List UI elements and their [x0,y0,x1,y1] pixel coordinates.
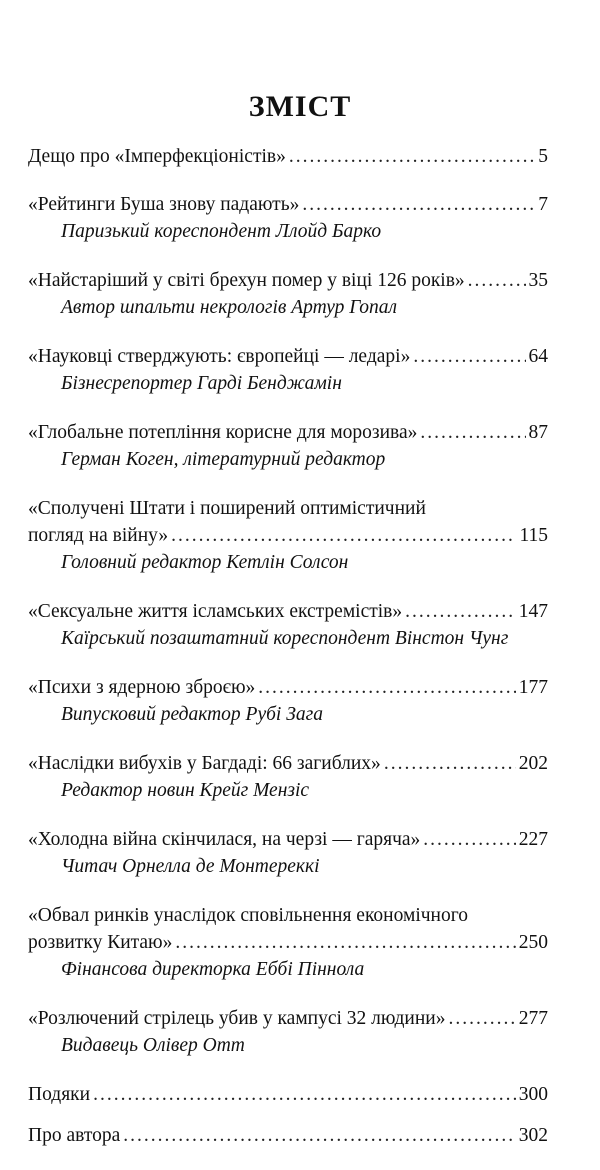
toc-line [28,826,548,853]
toc-entry [28,674,548,729]
toc-line [28,191,548,218]
page-number: 177 [518,677,548,698]
toc-entry [28,343,548,398]
entry-title: погляд на війну» [28,525,169,546]
entry-author: Бізнесрепортер Гарді Бенджамін [61,373,342,394]
page-number: 300 [518,1084,548,1105]
entry-title: «Психи з ядерною зброєю» [28,677,256,698]
entry-author: Автор шпальти некрологів Артур Гопал [61,297,398,318]
page-number: 202 [518,753,548,774]
toc-entry [28,750,548,805]
page-title: ЗМІСТ [248,90,352,123]
dot-leader [258,674,515,701]
page-number: 35 [528,270,548,291]
toc-line [28,143,548,170]
entry-author: Випусковий редактор Рубі Зага [61,704,323,725]
toc-entry [28,143,548,170]
entry-title: «Рейтинги Буша знову падають» [28,194,300,215]
entry-title: розвитку Китаю» [28,932,173,953]
toc-entry [28,191,548,246]
dot-leader [423,826,515,853]
entry-title: «Глобальне потепління корисне для морозива» [28,422,418,443]
dot-leader [413,343,525,370]
table-of-contents [28,143,548,1170]
entry-author: Читач Орнелла де Монтереккі [61,856,320,877]
page-number: 7 [538,194,548,215]
page-number: 5 [538,146,548,167]
dot-leader [175,929,515,956]
toc-line [28,929,548,956]
toc-entry [28,1081,548,1108]
toc-entry [28,495,548,577]
toc-line [28,750,548,777]
entry-title: Про автора [28,1125,121,1146]
entry-title: «Наслідки вибухів у Багдаді: 66 загиблих» [28,753,381,774]
dot-leader [302,191,535,218]
entry-author: Головний редактор Кетлін Солсон [61,552,349,573]
toc-line [28,1005,548,1032]
toc-line [28,419,548,446]
toc-line [28,522,548,549]
dot-leader [123,1122,515,1149]
toc-line [28,267,548,294]
dot-leader [93,1081,516,1108]
dot-leader [384,750,516,777]
toc-line [28,343,548,370]
toc-entry [28,1005,548,1060]
page-number: 277 [518,1008,548,1029]
toc-entry [28,267,548,322]
entry-author: Герман Коген, літературний редактор [61,449,386,470]
toc-entry [28,419,548,474]
toc-entry [28,1122,548,1149]
dot-leader [448,1005,515,1032]
entry-author: Фінансова директорка Еббі Піннола [61,959,365,980]
page-number: 147 [518,601,548,622]
page-number: 115 [519,525,548,546]
entry-author: Редактор новин Крейг Мензіс [61,780,310,801]
entry-title: «Науковці стверджують: європейці — ледарі» [28,346,411,367]
page-number: 87 [528,422,548,443]
entry-title: «Холодна війна скінчилася, на черзі — гаряча» [28,829,421,850]
entry-title-line1: «Сполучені Штати і поширений оптимістичний [28,498,426,519]
page-number: 64 [528,346,548,367]
entry-title: «Сексуальне життя ісламських екстремістів» [28,601,403,622]
entry-author: Видавець Олівер Отт [61,1035,245,1056]
entry-title: «Розлючений стрілець убив у кампусі 32 людини» [28,1008,446,1029]
page-number: 302 [518,1125,548,1146]
entry-title: Дещо про «Імперфекціоністів» [28,146,286,167]
toc-entry [28,826,548,881]
entry-author: Паризький кореспондент Ллойд Барко [61,221,382,242]
entry-title-line1: «Обвал ринків унаслідок сповільнення економічного [28,905,469,926]
dot-leader [171,522,516,549]
toc-line [28,598,548,625]
toc-line [28,674,548,701]
entry-title: «Найстаріший у світі брехун помер у віці 126 років» [28,270,465,291]
toc-entry [28,902,548,984]
page-number: 227 [518,829,548,850]
dot-leader [420,419,525,446]
entry-author: Каїрський позаштатний кореспондент Вінстон Чунг [61,628,509,649]
page-number: 250 [518,932,548,953]
entry-title: Подяки [28,1084,91,1105]
dot-leader [405,598,516,625]
toc-line [28,1081,548,1108]
dot-leader [468,267,526,294]
toc-entry [28,598,548,653]
toc-line [28,1122,548,1149]
dot-leader [289,143,535,170]
